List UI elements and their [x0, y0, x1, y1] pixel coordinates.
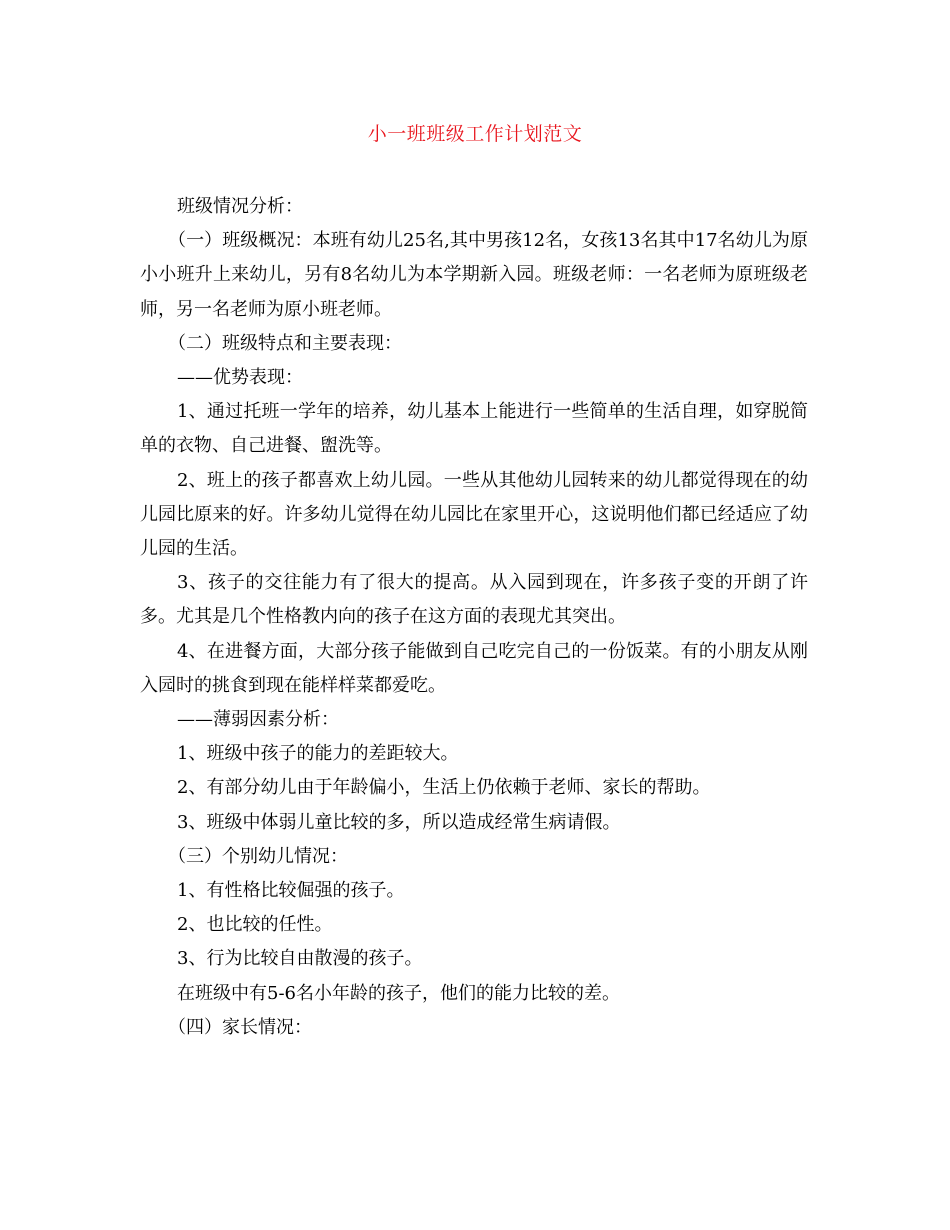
list-item: 2、也比较的任性。	[177, 914, 333, 936]
subsection-heading: ——薄弱因素分析：	[177, 709, 339, 731]
list-item: 3、行为比较自由散漫的孩子。	[177, 948, 423, 970]
list-item: 2、有部分幼儿由于年龄偏小，生活上仍依赖于老师、家长的帮助。	[177, 777, 711, 799]
section-heading: 班级情况分析：	[177, 196, 303, 217]
list-item: 1、有性格比较倔强的孩子。	[177, 880, 405, 902]
section-heading: （四）家长情况：	[168, 1016, 312, 1038]
paragraph: 在班级中有5-6名小年龄的孩子，他们的能力比较的差。	[177, 982, 620, 1004]
section-heading: （二）班级特点和主要表现：	[168, 332, 402, 354]
list-item: 4、在进餐方面，大部分孩子能做到自己吃完自己的一份饭菜。有的小朋友从刚入园时的挑食到现在能样样菜都爱吃。	[140, 640, 808, 696]
list-item: 3、班级中体弱儿童比较的多，所以造成经常生病请假。	[177, 811, 621, 833]
subsection-heading: ——优势表现：	[177, 367, 303, 389]
document-body	[140, 190, 808, 1045]
list-item: 3、孩子的交往能力有了很大的提高。从入园到现在，许多孩子变的开朗了许多。尤其是几个性格教内向的孩子在这方面的表现尤其突出。	[140, 572, 808, 628]
list-item: 1、通过托班一学年的培养，幼儿基本上能进行一些简单的生活自理，如穿脱简单的衣物、自己进餐、盥洗等。	[140, 401, 808, 457]
document-title: 小一班班级工作计划范文	[367, 123, 583, 145]
list-item: 1、班级中孩子的能力的差距较大。	[177, 743, 459, 765]
section-heading: （三）个别幼儿情况：	[168, 845, 348, 867]
paragraph: （一）班级概况：本班有幼儿25名,其中男孩12名，女孩13名其中17名幼儿为原小小班升上来幼儿，另有8名幼儿为本学期新入园。班级老师：一名老师为原班级老师，另一名老师为原小班老师。	[140, 230, 808, 320]
list-item: 2、班上的孩子都喜欢上幼儿园。一些从其他幼儿园转来的幼儿都觉得现在的幼儿园比原来的好。许多幼儿觉得在幼儿园比在家里开心，这说明他们都已经适应了幼儿园的生活。	[140, 469, 808, 560]
